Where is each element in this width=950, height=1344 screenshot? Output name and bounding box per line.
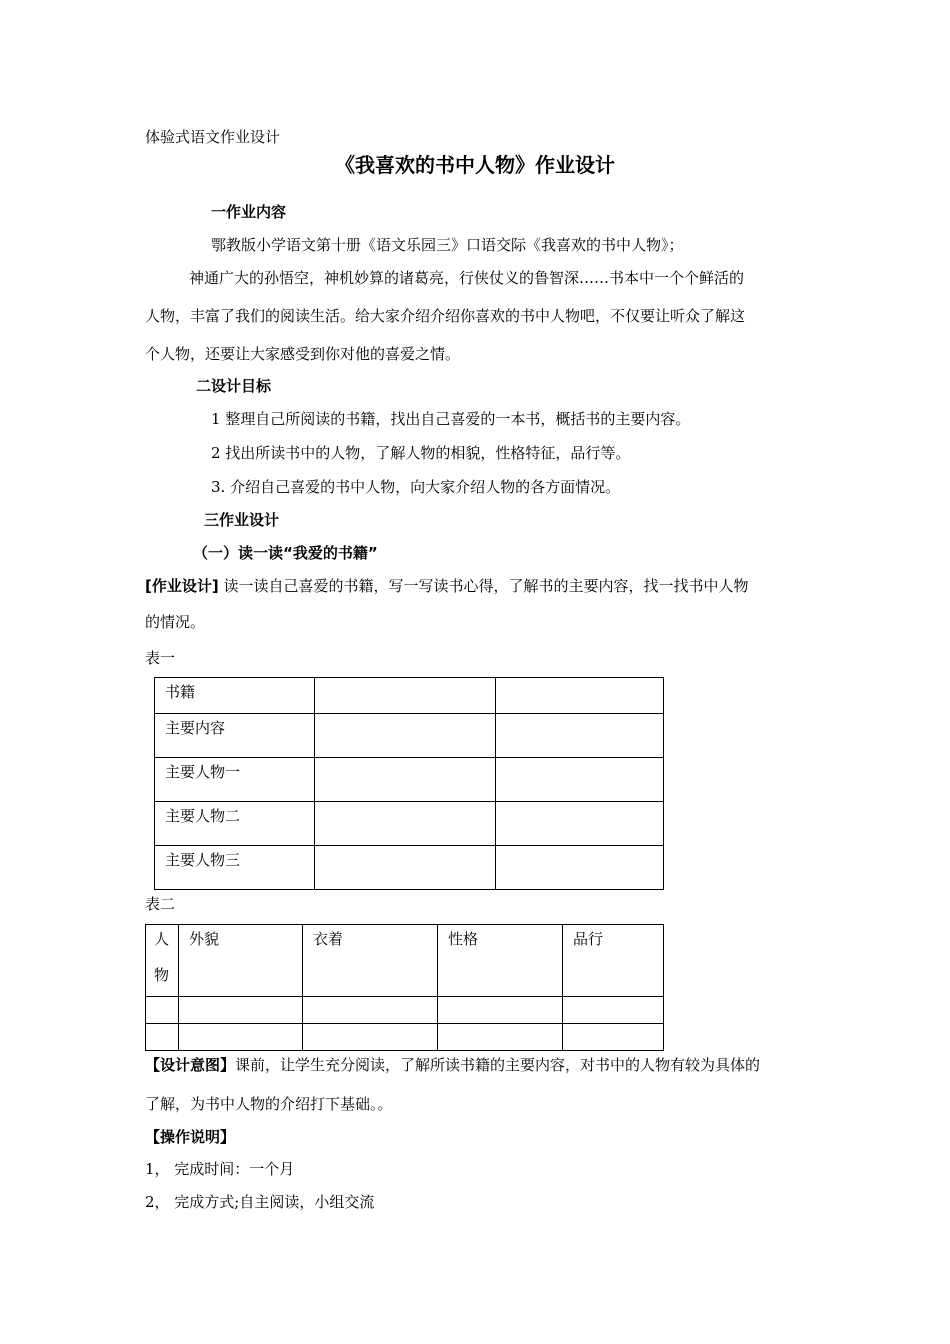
table-row-label: 主要内容: [155, 714, 315, 758]
table-cell: [146, 997, 179, 1024]
design-text-continued: 的情况。: [145, 613, 206, 631]
table-header: 外貌: [179, 925, 303, 997]
header-label: 体验式语文作业设计: [145, 128, 281, 146]
intent-label: 【设计意图】: [145, 1056, 236, 1074]
table-cell: [179, 1024, 303, 1051]
operation-item: 2， 完成方式;自主阅读，小组交流: [145, 1193, 375, 1211]
operation-heading: 【操作说明】: [145, 1128, 236, 1146]
content-paragraph-line: 个人物，还要让大家感受到你对他的喜爱之情。: [145, 345, 461, 363]
intent-text-continued: 了解，为书中人物的介绍打下基础。。: [145, 1095, 393, 1113]
table-cell: [496, 714, 664, 758]
section-heading-content: 一作业内容: [211, 203, 287, 221]
content-paragraph-line: 神通广大的孙悟空，神机妙算的诸葛亮，行侠仗义的鲁智深……书本中一个个鲜活的: [189, 269, 745, 287]
table-cell: [496, 758, 664, 802]
table-cell: [563, 1024, 664, 1051]
table-row-label: 主要人物三: [155, 846, 315, 890]
section-heading-goals: 二设计目标: [196, 377, 272, 395]
table-cell: [315, 758, 496, 802]
table-cell: [496, 678, 664, 714]
table-header: 人物: [146, 925, 179, 997]
table-cell: [146, 1024, 179, 1051]
table-row-label: 书籍: [155, 678, 315, 714]
table-cell: [303, 997, 438, 1024]
section-heading-design: 三作业设计: [204, 511, 280, 529]
table-cell: [315, 802, 496, 846]
page-title: 《我喜欢的书中人物》作业设计: [335, 153, 615, 177]
table-cell: [563, 997, 664, 1024]
table-cell: [438, 1024, 563, 1051]
table-header: 性格: [438, 925, 563, 997]
table-cell: [438, 997, 563, 1024]
operation-item: 1， 完成时间：一个月: [145, 1160, 295, 1178]
content-paragraph-line: 人物，丰富了我们的阅读生活。给大家介绍介绍你喜欢的书中人物吧，不仅要让听众了解这: [145, 307, 746, 325]
table-cell: [315, 678, 496, 714]
table1-caption: 表一: [145, 649, 176, 667]
table-header: 品行: [563, 925, 664, 997]
table-cell: [315, 714, 496, 758]
content-line: 鄂教版小学语文第十册《语文乐园三》口语交际《我喜欢的书中人物》；: [211, 236, 684, 254]
table-characters: [145, 924, 664, 1051]
table-cell: [496, 846, 664, 890]
table-cell: [315, 846, 496, 890]
table2-caption: 表二: [145, 895, 176, 913]
table-row-label: 主要人物二: [155, 802, 315, 846]
design-label: [作业设计]: [145, 577, 219, 595]
table-cell: [303, 1024, 438, 1051]
subsection-heading: （一）读一读“我爱的书籍”: [193, 544, 378, 562]
design-text: 读一读自己喜爱的书籍，写一写读书心得，了解书的主要内容，找一找书中人物: [223, 577, 749, 595]
intent-text: 课前，让学生充分阅读，了解所读书籍的主要内容，对书中的人物有较为具体的: [235, 1056, 761, 1074]
table-header: 衣着: [303, 925, 438, 997]
table-cell: [179, 997, 303, 1024]
goal-item: 3. 介绍自己喜爱的书中人物，向大家介绍人物的各方面情况。: [211, 478, 621, 496]
goal-item: 2 找出所读书中的人物，了解人物的相貌，性格特征，品行等。: [211, 444, 631, 462]
table-cell: [496, 802, 664, 846]
goal-item: 1 整理自己所阅读的书籍，找出自己喜爱的一本书，概括书的主要内容。: [211, 410, 691, 428]
table-row-label: 主要人物一: [155, 758, 315, 802]
table-books: [154, 677, 664, 890]
